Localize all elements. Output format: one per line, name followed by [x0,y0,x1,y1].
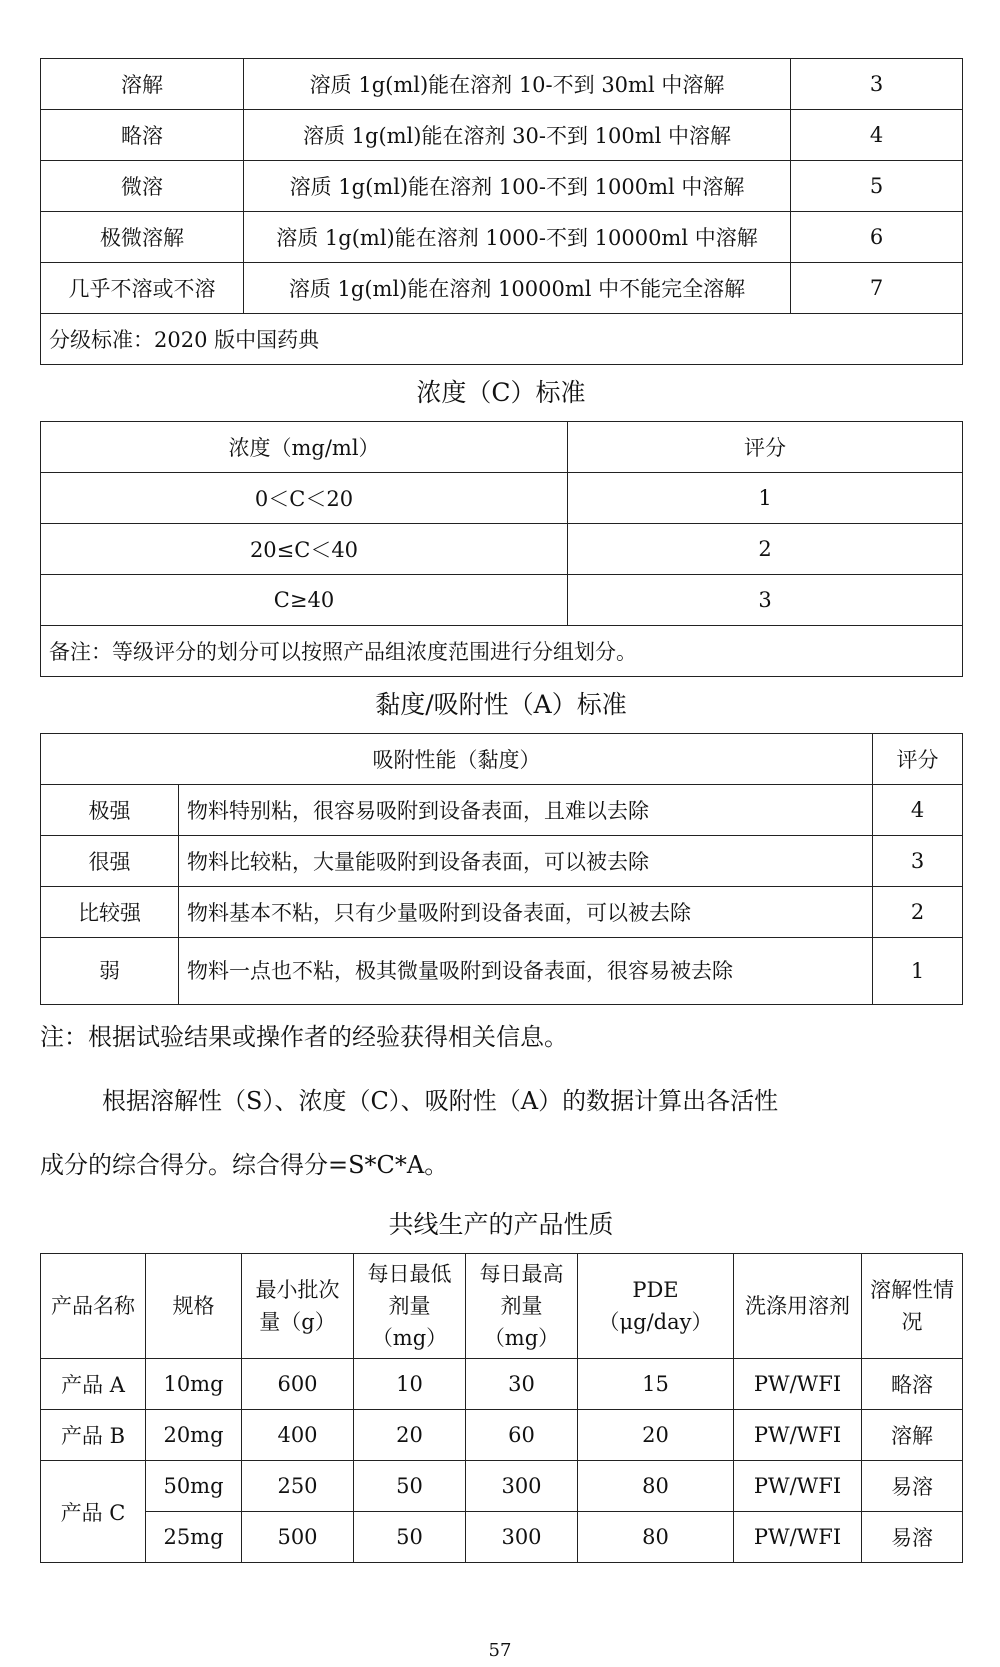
adhesion-caption: 黏度/吸附性（A）标准 [375,690,627,719]
solubility-score: 3 [791,59,963,110]
product-spec: 10mg [146,1359,242,1410]
table-row [41,938,963,1005]
product-min-dose: 50 [354,1461,466,1512]
document-page [40,58,962,1563]
table-note-row [41,626,963,677]
product-min-batch: 500 [242,1512,354,1563]
solubility-note: 分级标准：2020 版中国药典 [41,314,963,365]
table-header-row [41,1254,963,1359]
solubility-definition: 溶质 1g(ml)能在溶剂 10-不到 30ml 中溶解 [244,59,791,110]
product-solvent: PW/WFI [734,1512,862,1563]
note-line: 注：根据试验结果或操作者的经验获得相关信息。 [40,1023,568,1051]
table-note-row [41,314,963,365]
header-min-dose: 每日最低剂量（mg） [354,1254,466,1359]
concentration-score: 1 [568,473,963,524]
solubility-score: 6 [791,212,963,263]
table-row [41,1410,963,1461]
product-max-dose: 300 [466,1512,578,1563]
product-min-dose: 10 [354,1359,466,1410]
adhesion-description: 物料特别粘，很容易吸附到设备表面，且难以去除 [179,785,873,836]
solubility-definition: 溶质 1g(ml)能在溶剂 100-不到 1000ml 中溶解 [244,161,791,212]
concentration-caption: 浓度（C）标准 [416,378,586,407]
product-solubility: 易溶 [862,1461,963,1512]
table-header-row [41,422,963,473]
concentration-score: 2 [568,524,963,575]
product-max-dose: 300 [466,1461,578,1512]
concentration-range: C≥40 [41,575,568,626]
solubility-score: 5 [791,161,963,212]
table-row [41,1512,963,1563]
concentration-score: 3 [568,575,963,626]
solubility-table [40,58,963,365]
table-row [41,785,963,836]
product-pde: 80 [578,1461,734,1512]
adhesion-score: 2 [873,887,963,938]
adhesion-level: 极强 [41,785,179,836]
header-solvent: 洗涤用溶剂 [734,1254,862,1359]
solubility-score: 4 [791,110,963,161]
solubility-term: 极微溶解 [41,212,244,263]
solubility-score: 7 [791,263,963,314]
product-min-batch: 600 [242,1359,354,1410]
solubility-term: 微溶 [41,161,244,212]
table-header-row [41,734,963,785]
concentration-range: 20≤C＜40 [41,524,568,575]
table-row [41,161,963,212]
product-spec: 25mg [146,1512,242,1563]
product-solvent: PW/WFI [734,1461,862,1512]
table-row [41,836,963,887]
header-pde: PDE（μg/day） [578,1254,734,1359]
header-score: 评分 [568,422,963,473]
concentration-note: 备注：等级评分的划分可以按照产品组浓度范围进行分组划分。 [41,626,963,677]
solubility-term: 溶解 [41,59,244,110]
paragraph-line-2: 成分的综合得分。综合得分=S*C*A。 [40,1151,449,1179]
adhesion-level: 弱 [41,938,179,1005]
product-solvent: PW/WFI [734,1359,862,1410]
product-name: 产品 A [41,1359,146,1410]
table-row [41,524,963,575]
adhesion-description: 物料比较粘，大量能吸附到设备表面，可以被去除 [179,836,873,887]
adhesion-description: 物料一点也不粘，极其微量吸附到设备表面，很容易被去除 [179,938,873,1005]
solubility-definition: 溶质 1g(ml)能在溶剂 30-不到 100ml 中溶解 [244,110,791,161]
product-spec: 50mg [146,1461,242,1512]
table-row [41,575,963,626]
adhesion-description: 物料基本不粘，只有少量吸附到设备表面，可以被去除 [179,887,873,938]
header-spec: 规格 [146,1254,242,1359]
product-solvent: PW/WFI [734,1410,862,1461]
header-property: 吸附性能（黏度） [41,734,873,785]
header-product-name: 产品名称 [41,1254,146,1359]
product-solubility: 溶解 [862,1410,963,1461]
table-row [41,473,963,524]
table-row [41,887,963,938]
products-caption: 共线生产的产品性质 [388,1210,614,1239]
product-name: 产品 B [41,1410,146,1461]
solubility-definition: 溶质 1g(ml)能在溶剂 1000-不到 10000ml 中溶解 [244,212,791,263]
table-row [41,263,963,314]
product-solubility: 略溶 [862,1359,963,1410]
solubility-term: 几乎不溶或不溶 [41,263,244,314]
notes-block [40,1005,962,1197]
table-row [41,212,963,263]
solubility-term: 略溶 [41,110,244,161]
product-min-dose: 50 [354,1512,466,1563]
adhesion-score: 3 [873,836,963,887]
header-min-batch: 最小批次量（g） [242,1254,354,1359]
product-solubility: 易溶 [862,1512,963,1563]
product-min-batch: 250 [242,1461,354,1512]
header-score: 评分 [873,734,963,785]
adhesion-level: 很强 [41,836,179,887]
table-row [41,1359,963,1410]
product-min-batch: 400 [242,1410,354,1461]
adhesion-table [40,733,963,1005]
adhesion-level: 比较强 [41,887,179,938]
product-name: 产品 C [41,1461,146,1563]
product-min-dose: 20 [354,1410,466,1461]
header-solubility: 溶解性情况 [862,1254,963,1359]
adhesion-score: 4 [873,785,963,836]
product-pde: 80 [578,1512,734,1563]
concentration-range: 0＜C＜20 [41,473,568,524]
page-number: 57 [488,1640,512,1661]
header-concentration: 浓度（mg/ml） [41,422,568,473]
paragraph-line-1: 根据溶解性（S）、浓度（C）、吸附性（A）的数据计算出各活性 [102,1087,779,1115]
table-row [41,110,963,161]
product-pde: 20 [578,1410,734,1461]
products-table [40,1253,963,1563]
concentration-table [40,421,963,677]
product-spec: 20mg [146,1410,242,1461]
adhesion-score: 1 [873,938,963,1005]
product-max-dose: 30 [466,1359,578,1410]
table-row [41,1461,963,1512]
product-max-dose: 60 [466,1410,578,1461]
table-row [41,59,963,110]
solubility-definition: 溶质 1g(ml)能在溶剂 10000ml 中不能完全溶解 [244,263,791,314]
header-max-dose: 每日最高剂量（mg） [466,1254,578,1359]
product-pde: 15 [578,1359,734,1410]
